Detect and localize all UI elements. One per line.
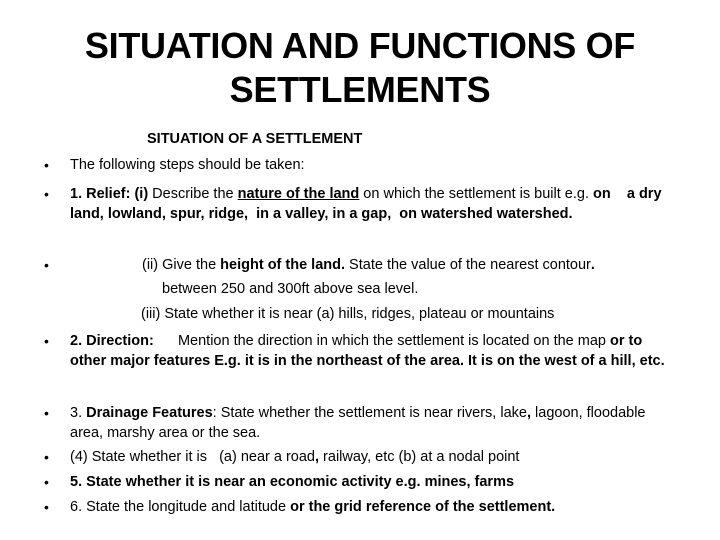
bullet-7 (44, 472, 670, 492)
slide-title: SITUATION AND FUNCTIONS OF SETTLEMENTS (84, 25, 636, 110)
bullet-3-text-b: State the value of the nearest contour (345, 257, 591, 273)
bullet-5-num: 3. (70, 405, 87, 421)
bullet-7-text: 5. State whether it is near an economic activity e.g. mines, farms (70, 474, 515, 490)
bullet-3-text-a: (ii) Give the (142, 257, 221, 273)
bullet-5-text-a: : State whether the settlement is near rivers, lake (212, 405, 527, 421)
bullet-5 (44, 403, 670, 443)
bullet-2-text-b: on which the settlement is built e.g. (359, 186, 594, 202)
relief-label: 1. Relief: (i) (70, 186, 149, 202)
bullet-2-text-a: Describe the (148, 186, 238, 202)
bullet-5-comma: , (526, 405, 532, 421)
bullet-2-examples: on a dry land, lowland, spur, ridge, in a valley, in a gap, on watershed watershed. (70, 186, 666, 222)
bullet-dot: • (44, 474, 49, 490)
bullet-6-comma: , (315, 449, 320, 465)
bullet-dot: • (44, 186, 49, 202)
nature-of-land: nature of the land (237, 186, 360, 202)
sub-item-iii: (iii) State whether it is near (a) hills, ridges, plateau or mountains (141, 306, 555, 322)
bullet-6 (44, 447, 670, 467)
bullet-2 (44, 184, 670, 224)
height-of-land: height of the land. (220, 257, 346, 273)
bullet-3-line (142, 255, 595, 275)
bullet-5-text-b: lagoon, floodable area, marshy area or the sea. (70, 405, 646, 441)
bullet-1-text: The following steps should be taken: (70, 157, 305, 173)
bullet-dot: • (44, 257, 49, 273)
bullet-8-text: 6. State the longitude and latitude (70, 499, 291, 515)
bullet-3-period: . (590, 257, 595, 273)
height-range: between 250 and 300ft above sea level. (162, 281, 419, 297)
bullet-4-bold: or to other major features E.g. it is in the northeast of the area. It is on the west of a hill, etc. (70, 333, 665, 369)
bullet-dot: • (44, 333, 49, 349)
drainage-features: Drainage Features (86, 405, 213, 421)
direction-label: 2. Direction: (70, 333, 154, 349)
subheading: SITUATION OF A SETTLEMENT (147, 131, 363, 147)
bullet-dot: • (44, 405, 49, 421)
bullet-dot: • (44, 449, 49, 465)
bullet-4 (44, 331, 670, 371)
bullet-4-text: Mention the direction in which the settlement is located on the map (153, 333, 610, 349)
bullet-6-text-a: (4) State whether it is (a) near a road (70, 449, 315, 465)
grid-reference: or the grid reference of the settlement. (290, 499, 556, 515)
bullet-dot: • (44, 499, 49, 515)
bullet-8 (44, 497, 670, 517)
bullet-dot: • (44, 157, 49, 173)
bullet-1 (44, 155, 670, 175)
bullet-6-text-b: railway, etc (b) at a nodal point (319, 449, 520, 465)
